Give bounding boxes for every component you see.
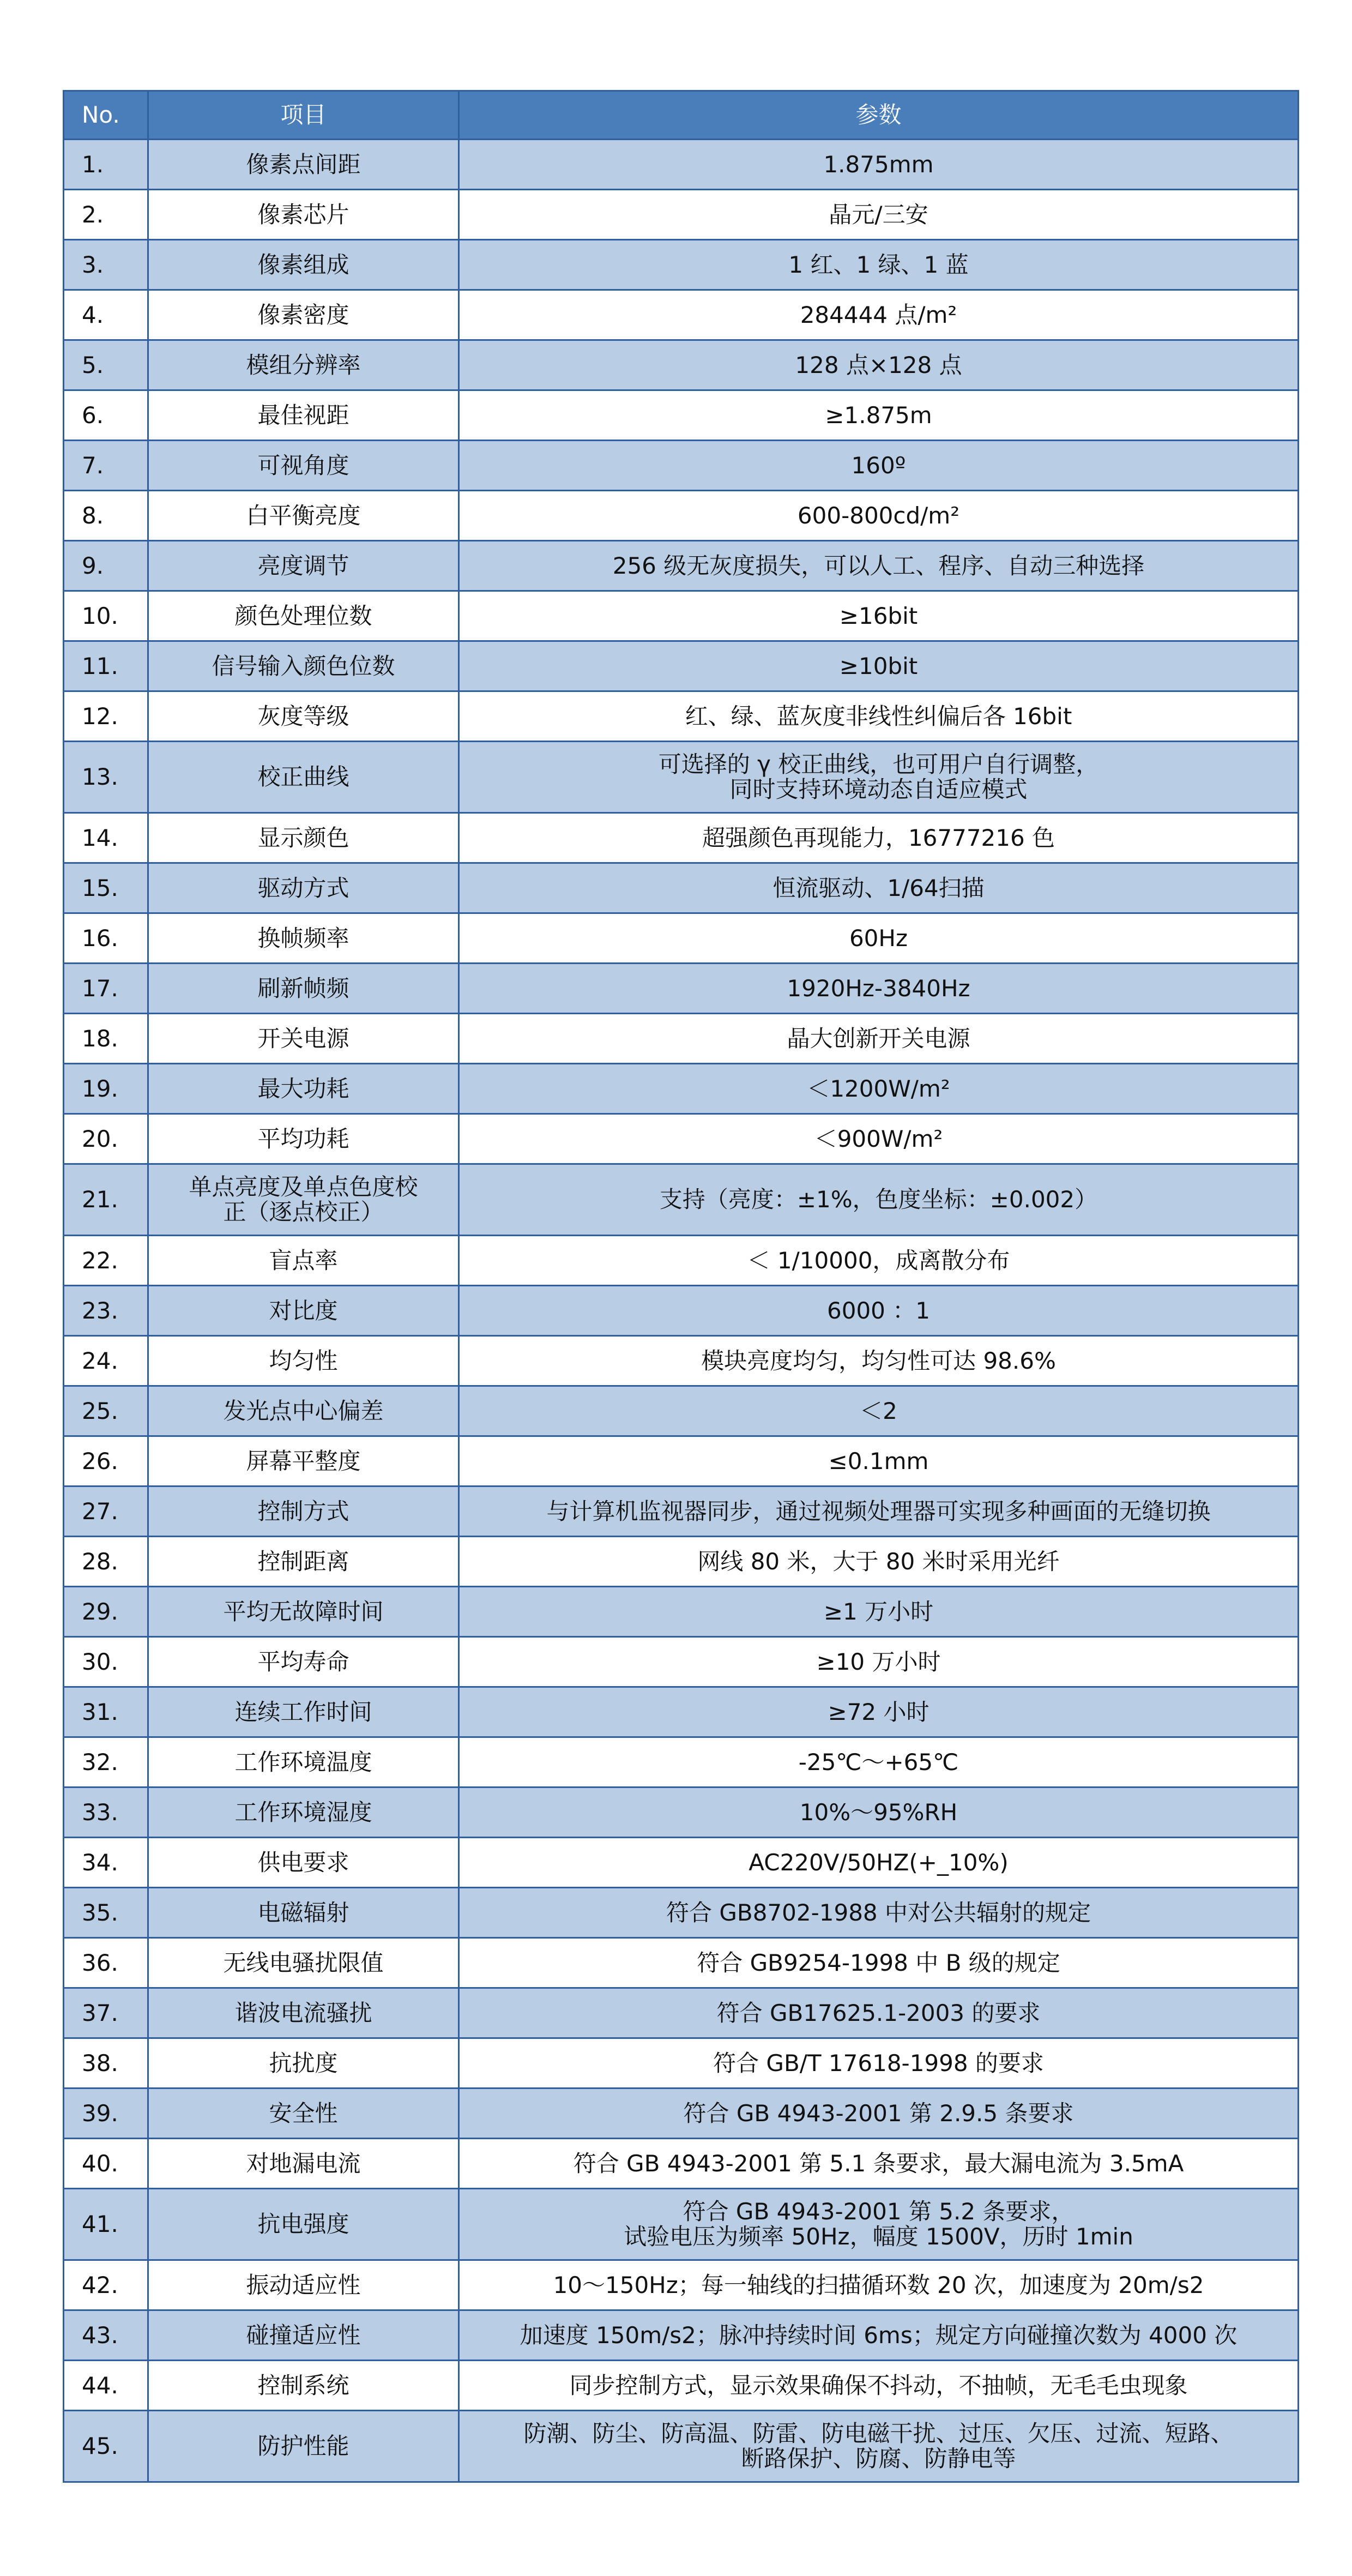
table-row xyxy=(64,1687,1299,1737)
cell-item xyxy=(148,1838,459,1888)
cell-param xyxy=(459,1938,1299,1988)
cell-param xyxy=(459,2189,1299,2260)
cell-item xyxy=(148,2361,459,2411)
cell-item-text: 可视角度 xyxy=(257,452,349,479)
cell-no: 23. xyxy=(64,1286,148,1336)
cell-item-text: 最大功耗 xyxy=(257,1075,349,1102)
cell-param-text: 60Hz xyxy=(849,924,908,952)
cell-item-text: 防护性能 xyxy=(257,2433,349,2459)
cell-item-text: 控制距离 xyxy=(257,1548,349,1575)
cell-no: 18. xyxy=(64,1014,148,1064)
cell-item xyxy=(148,541,459,591)
table-row xyxy=(64,1336,1299,1386)
cell-item xyxy=(148,190,459,240)
cell-item xyxy=(148,964,459,1014)
cell-no: 39. xyxy=(64,2089,148,2139)
cell-item-text: 安全性 xyxy=(269,2099,338,2127)
cell-param-text: 1 红、1 绿、1 蓝 xyxy=(788,251,969,278)
cell-param-text: ≥16bit xyxy=(839,602,918,629)
cell-no: 11. xyxy=(64,641,148,691)
cell-param xyxy=(459,1486,1299,1537)
cell-item-text: 振动适应性 xyxy=(246,2271,361,2298)
cell-param-text: ＜2 xyxy=(860,1397,897,1424)
cell-item xyxy=(148,1938,459,1988)
table-row xyxy=(64,1114,1299,1164)
cell-param-text-line2: 断路保护、防腐、防静电等 xyxy=(741,2445,1016,2472)
cell-item xyxy=(148,2411,459,2482)
table-row xyxy=(64,240,1299,290)
cell-no: 42. xyxy=(64,2260,148,2310)
table-row xyxy=(64,2260,1299,2310)
cell-item xyxy=(148,2310,459,2361)
cell-param xyxy=(459,1687,1299,1737)
cell-item xyxy=(148,641,459,691)
cell-param xyxy=(459,190,1299,240)
cell-param xyxy=(459,541,1299,591)
cell-no: 21. xyxy=(64,1164,148,1236)
cell-no: 24. xyxy=(64,1336,148,1386)
cell-no: 4. xyxy=(64,290,148,340)
cell-param xyxy=(459,1988,1299,2038)
cell-item-text: 平均寿命 xyxy=(257,1648,349,1675)
table-row xyxy=(64,1787,1299,1838)
cell-item-text: 碰撞适应性 xyxy=(246,2321,361,2349)
cell-param-text: 可选择的 γ 校正曲线，也可用户自行调整， xyxy=(658,751,1099,778)
cell-param-text: 与计算机监视器同步，通过视频处理器可实现多种画面的无缝切换 xyxy=(546,1497,1211,1525)
cell-param xyxy=(459,290,1299,340)
table-row xyxy=(64,591,1299,641)
cell-item-text: 抗电强度 xyxy=(257,2211,349,2237)
cell-no: 7. xyxy=(64,441,148,491)
cell-item xyxy=(148,1587,459,1637)
table-row xyxy=(64,1014,1299,1064)
cell-item-text: 灰度等级 xyxy=(257,702,349,730)
cell-param xyxy=(459,140,1299,190)
header-no: No. xyxy=(64,91,148,140)
cell-item-text: 驱动方式 xyxy=(257,874,349,901)
cell-no: 2. xyxy=(64,190,148,240)
cell-param xyxy=(459,863,1299,913)
cell-param-text: 网线 80 米，大于 80 米时采用光纤 xyxy=(697,1548,1060,1575)
cell-param-text: 晶大创新开关电源 xyxy=(787,1025,970,1052)
cell-param xyxy=(459,1164,1299,1236)
table-row xyxy=(64,2361,1299,2411)
table-row xyxy=(64,2411,1299,2482)
cell-item xyxy=(148,1687,459,1737)
cell-no: 37. xyxy=(64,1988,148,2038)
cell-no: 22. xyxy=(64,1236,148,1286)
table-row xyxy=(64,964,1299,1014)
cell-item xyxy=(148,1486,459,1537)
cell-item-text: 最佳视距 xyxy=(257,401,349,429)
table-row xyxy=(64,340,1299,390)
cell-no: 41. xyxy=(64,2189,148,2260)
cell-no: 30. xyxy=(64,1637,148,1687)
table-row xyxy=(64,813,1299,863)
cell-item-text: 发光点中心偏差 xyxy=(223,1397,384,1424)
cell-no: 36. xyxy=(64,1938,148,1988)
table-row xyxy=(64,1386,1299,1436)
cell-param-text: ＜ 1/10000，成离散分布 xyxy=(747,1247,1010,1274)
table-row xyxy=(64,2189,1299,2260)
cell-param-text: ≥1 万小时 xyxy=(823,1598,934,1625)
cell-item-text: 像素组成 xyxy=(257,251,349,278)
cell-param xyxy=(459,340,1299,390)
table-row xyxy=(64,2310,1299,2361)
cell-no: 27. xyxy=(64,1486,148,1537)
cell-param xyxy=(459,591,1299,641)
cell-item xyxy=(148,2089,459,2139)
table-row xyxy=(64,140,1299,190)
cell-item xyxy=(148,1286,459,1336)
cell-item-text: 对地漏电流 xyxy=(246,2150,361,2177)
cell-no: 40. xyxy=(64,2139,148,2189)
cell-param-text: 模块亮度均匀，均匀性可达 98.6% xyxy=(701,1347,1056,1374)
cell-item-text: 白平衡亮度 xyxy=(246,502,361,529)
cell-item-text: 显示颜色 xyxy=(257,824,349,851)
cell-param-text: ≥1.875m xyxy=(825,401,932,429)
cell-param xyxy=(459,1888,1299,1938)
cell-no: 43. xyxy=(64,2310,148,2361)
table-row xyxy=(64,1587,1299,1637)
cell-param xyxy=(459,2139,1299,2189)
cell-param-text: 红、绿、蓝灰度非线性纠偏后各 16bit xyxy=(685,702,1072,730)
table-row xyxy=(64,641,1299,691)
cell-item-text: 单点亮度及单点色度校 xyxy=(189,1173,418,1200)
cell-no: 12. xyxy=(64,691,148,742)
cell-param-text: 符合 GB 4943-2001 第 5.1 条要求，最大漏电流为 3.5mA xyxy=(573,2150,1184,2177)
cell-param xyxy=(459,1064,1299,1114)
cell-param-text: 加速度 150m/s2；脉冲持续时间 6ms；规定方向碰撞次数为 4000 次 xyxy=(520,2321,1238,2349)
cell-param xyxy=(459,1637,1299,1687)
cell-param xyxy=(459,1236,1299,1286)
cell-param-text: ＜1200W/m² xyxy=(807,1075,950,1102)
cell-no: 45. xyxy=(64,2411,148,2482)
cell-param xyxy=(459,1386,1299,1436)
cell-param-text: 超强颜色再现能力，16777216 色 xyxy=(702,824,1055,851)
cell-param-text: 符合 GB/T 17618-1998 的要求 xyxy=(713,2049,1044,2077)
table-row xyxy=(64,441,1299,491)
cell-param-text: 10%～95%RH xyxy=(799,1798,958,1826)
cell-item-text: 盲点率 xyxy=(269,1247,338,1274)
cell-no: 29. xyxy=(64,1587,148,1637)
cell-item-text: 信号输入颜色位数 xyxy=(212,652,395,679)
cell-no: 6. xyxy=(64,390,148,441)
cell-param-text: 符合 GB17625.1-2003 的要求 xyxy=(716,1999,1041,2026)
cell-item xyxy=(148,1064,459,1114)
cell-item xyxy=(148,1164,459,1236)
cell-item xyxy=(148,813,459,863)
cell-param-text: ＜900W/m² xyxy=(814,1125,943,1152)
cell-no: 19. xyxy=(64,1064,148,1114)
cell-no: 5. xyxy=(64,340,148,390)
cell-item xyxy=(148,441,459,491)
cell-param-text: ≥10bit xyxy=(839,652,918,679)
table-row xyxy=(64,2139,1299,2189)
cell-item xyxy=(148,240,459,290)
cell-item-text: 控制系统 xyxy=(257,2372,349,2399)
cell-item xyxy=(148,1436,459,1486)
cell-item xyxy=(148,2038,459,2089)
table-row xyxy=(64,913,1299,964)
cell-item xyxy=(148,2139,459,2189)
cell-no: 10. xyxy=(64,591,148,641)
table-row xyxy=(64,1637,1299,1687)
table-row xyxy=(64,1436,1299,1486)
cell-param xyxy=(459,1014,1299,1064)
cell-param xyxy=(459,1114,1299,1164)
cell-item xyxy=(148,1386,459,1436)
cell-item xyxy=(148,913,459,964)
cell-item xyxy=(148,340,459,390)
cell-param xyxy=(459,2260,1299,2310)
cell-item xyxy=(148,691,459,742)
table-row xyxy=(64,1838,1299,1888)
cell-param-text: ≤0.1mm xyxy=(828,1447,929,1474)
cell-item xyxy=(148,1637,459,1687)
header-item: 项目 xyxy=(148,91,459,140)
cell-no: 44. xyxy=(64,2361,148,2411)
cell-no: 14. xyxy=(64,813,148,863)
cell-no: 31. xyxy=(64,1687,148,1737)
table-row xyxy=(64,390,1299,441)
cell-item-text: 颜色处理位数 xyxy=(234,602,372,629)
cell-item xyxy=(148,1888,459,1938)
cell-param xyxy=(459,390,1299,441)
cell-item-text: 开关电源 xyxy=(257,1025,349,1052)
header-param: 参数 xyxy=(459,91,1299,140)
cell-param-text: 符合 GB9254-1998 中 B 级的规定 xyxy=(697,1949,1060,1976)
cell-param xyxy=(459,1336,1299,1386)
cell-param xyxy=(459,2411,1299,2482)
cell-item-text: 工作环境湿度 xyxy=(234,1798,372,1826)
cell-no: 28. xyxy=(64,1537,148,1587)
cell-item xyxy=(148,1988,459,2038)
spec-table xyxy=(63,90,1299,2483)
cell-no: 32. xyxy=(64,1737,148,1787)
cell-item xyxy=(148,390,459,441)
table-row xyxy=(64,541,1299,591)
cell-param xyxy=(459,964,1299,1014)
cell-param xyxy=(459,441,1299,491)
cell-item-text: 均匀性 xyxy=(269,1347,338,1374)
cell-item-text: 像素点间距 xyxy=(246,151,361,178)
cell-no: 9. xyxy=(64,541,148,591)
table-row xyxy=(64,1286,1299,1336)
cell-item-text: 屏幕平整度 xyxy=(246,1447,361,1474)
table-row xyxy=(64,1486,1299,1537)
cell-param xyxy=(459,641,1299,691)
table-body xyxy=(64,140,1299,2482)
cell-param xyxy=(459,813,1299,863)
table-row xyxy=(64,1888,1299,1938)
cell-item xyxy=(148,1787,459,1838)
cell-param-text: 10～150Hz；每一轴线的扫描循环数 20 次，加速度为 20m/s2 xyxy=(553,2271,1204,2298)
cell-item-text: 亮度调节 xyxy=(257,552,349,579)
cell-item-text: 刷新帧频 xyxy=(257,974,349,1002)
table-row xyxy=(64,190,1299,240)
cell-no: 8. xyxy=(64,491,148,541)
cell-item xyxy=(148,863,459,913)
cell-item-text: 像素密度 xyxy=(257,301,349,328)
cell-no: 26. xyxy=(64,1436,148,1486)
table-row xyxy=(64,1064,1299,1114)
table-row xyxy=(64,491,1299,541)
cell-item xyxy=(148,1737,459,1787)
table-row xyxy=(64,1537,1299,1587)
cell-param xyxy=(459,1436,1299,1486)
table-row xyxy=(64,691,1299,742)
cell-param xyxy=(459,1587,1299,1637)
cell-param-text: 符合 GB 4943-2001 第 5.2 条要求， xyxy=(683,2198,1075,2225)
cell-param-text-line2: 同时支持环境动态自适应模式 xyxy=(729,776,1028,803)
cell-param xyxy=(459,1737,1299,1787)
cell-param xyxy=(459,1838,1299,1888)
cell-item-text: 连续工作时间 xyxy=(234,1698,372,1725)
cell-item xyxy=(148,1537,459,1587)
cell-param-text: 1.875mm xyxy=(823,151,934,178)
cell-no: 20. xyxy=(64,1114,148,1164)
cell-param-text: 防潮、防尘、防高温、防雷、防电磁干扰、过压、欠压、过流、短路、 xyxy=(523,2420,1234,2447)
cell-no: 13. xyxy=(64,742,148,813)
cell-item xyxy=(148,1014,459,1064)
cell-param xyxy=(459,742,1299,813)
table-row xyxy=(64,1737,1299,1787)
cell-item-text: 无线电骚扰限值 xyxy=(223,1949,384,1976)
cell-param-text: 同步控制方式，显示效果确保不抖动，不抽帧，无毛毛虫现象 xyxy=(569,2372,1188,2399)
cell-param xyxy=(459,1286,1299,1336)
cell-item xyxy=(148,1236,459,1286)
table-row xyxy=(64,290,1299,340)
cell-param xyxy=(459,2089,1299,2139)
cell-item-text: 供电要求 xyxy=(257,1849,349,1876)
cell-param xyxy=(459,491,1299,541)
cell-item xyxy=(148,1114,459,1164)
cell-no: 38. xyxy=(64,2038,148,2089)
cell-no: 3. xyxy=(64,240,148,290)
cell-item-text-line2: 正（逐点校正） xyxy=(223,1199,384,1225)
cell-item xyxy=(148,742,459,813)
cell-no: 35. xyxy=(64,1888,148,1938)
cell-param-text: 符合 GB8702-1988 中对公共辐射的规定 xyxy=(666,1899,1091,1926)
cell-item xyxy=(148,2260,459,2310)
cell-param-text: 600-800cd/m² xyxy=(797,502,960,529)
cell-param-text: 晶元/三安 xyxy=(829,201,928,228)
cell-item xyxy=(148,140,459,190)
cell-no: 34. xyxy=(64,1838,148,1888)
cell-no: 1. xyxy=(64,140,148,190)
cell-param xyxy=(459,1787,1299,1838)
cell-param-text: 6000 ：1 xyxy=(827,1297,930,1324)
cell-param xyxy=(459,2361,1299,2411)
cell-item-text: 对比度 xyxy=(269,1297,338,1324)
cell-no: 16. xyxy=(64,913,148,964)
cell-param-text: 160º xyxy=(851,452,906,479)
cell-param-text-line2: 试验电压为频率 50Hz，幅度 1500V，历时 1min xyxy=(624,2223,1133,2250)
table-row xyxy=(64,1938,1299,1988)
cell-param xyxy=(459,691,1299,742)
table-header-row xyxy=(64,91,1299,140)
table-row xyxy=(64,863,1299,913)
table-row xyxy=(64,1164,1299,1236)
table-row xyxy=(64,2038,1299,2089)
cell-no: 33. xyxy=(64,1787,148,1838)
table-row xyxy=(64,742,1299,813)
cell-item-text: 平均功耗 xyxy=(257,1125,349,1152)
cell-item-text: 平均无故障时间 xyxy=(223,1598,384,1625)
cell-param-text: 284444 点/m² xyxy=(800,301,957,328)
table-row xyxy=(64,1236,1299,1286)
cell-param-text: 恒流驱动、1/64扫描 xyxy=(772,874,985,901)
cell-param-text: -25℃～+65℃ xyxy=(798,1748,959,1775)
cell-item-text: 控制方式 xyxy=(257,1497,349,1525)
cell-item xyxy=(148,2189,459,2260)
cell-param-text: 128 点×128 点 xyxy=(795,351,962,378)
cell-item xyxy=(148,1336,459,1386)
cell-item xyxy=(148,491,459,541)
cell-item-text: 模组分辨率 xyxy=(246,351,361,378)
cell-item-text: 像素芯片 xyxy=(257,201,349,228)
cell-item-text: 校正曲线 xyxy=(257,763,349,790)
cell-param xyxy=(459,2038,1299,2089)
cell-item-text: 抗扰度 xyxy=(269,2049,338,2077)
cell-item xyxy=(148,591,459,641)
cell-param xyxy=(459,913,1299,964)
table-row xyxy=(64,1988,1299,2038)
cell-param xyxy=(459,2310,1299,2361)
table-row xyxy=(64,2089,1299,2139)
cell-item-text: 谐波电流骚扰 xyxy=(234,1999,372,2026)
cell-no: 25. xyxy=(64,1386,148,1436)
cell-item-text: 电磁辐射 xyxy=(257,1899,349,1926)
cell-param-text: 256 级无灰度损失，可以人工、程序、自动三种选择 xyxy=(612,552,1145,579)
cell-item-text: 换帧频率 xyxy=(257,924,349,952)
cell-param-text: 1920Hz-3840Hz xyxy=(787,974,970,1002)
cell-param xyxy=(459,240,1299,290)
cell-param xyxy=(459,1537,1299,1587)
cell-item xyxy=(148,290,459,340)
cell-param-text: ≥72 小时 xyxy=(828,1698,930,1725)
cell-param-text: 支持（亮度：±1%，色度坐标：±0.002） xyxy=(659,1186,1098,1213)
cell-no: 15. xyxy=(64,863,148,913)
cell-item-text: 工作环境温度 xyxy=(234,1748,372,1775)
cell-no: 17. xyxy=(64,964,148,1014)
cell-param-text: ≥10 万小时 xyxy=(816,1648,941,1675)
cell-param-text: 符合 GB 4943-2001 第 2.9.5 条要求 xyxy=(683,2099,1074,2127)
cell-param-text: AC220V/50HZ(+_10%) xyxy=(749,1849,1009,1876)
